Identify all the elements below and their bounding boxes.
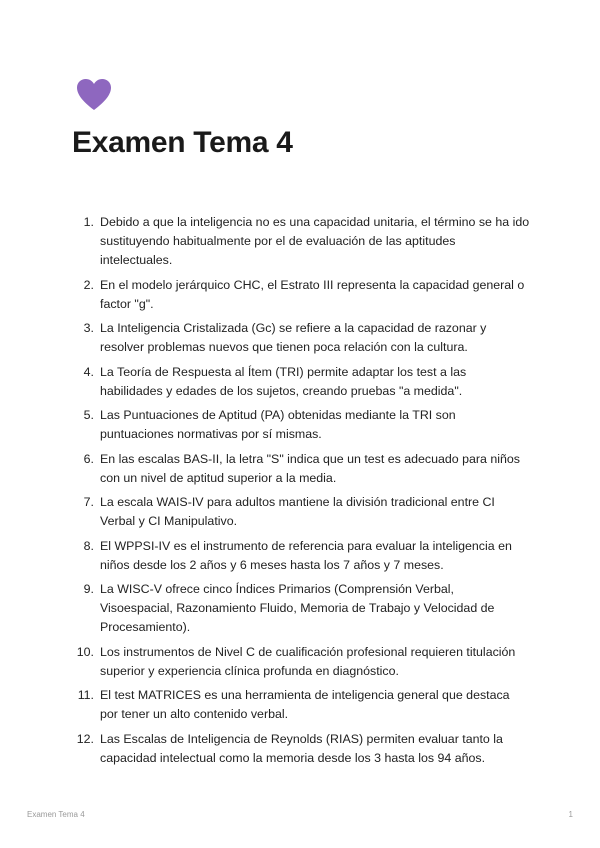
question-text: Debido a que la inteligencia no es una capacidad unitaria, el término se ha ido sustituyendo habitualmente por el de evaluación de las aptitudes intelectuales. [100, 215, 530, 267]
question-item [72, 730, 530, 768]
question-number: 11. [77, 688, 94, 702]
question-item [72, 580, 530, 637]
question-text: En el modelo jerárquico CHC, el Estrato III representa la capacidad general o factor "g". [100, 277, 525, 311]
question-item [72, 643, 530, 681]
question-number: 1. [83, 215, 94, 229]
question-item [72, 406, 530, 444]
question-item [72, 276, 530, 314]
footer-document-title: Examen Tema 4 [27, 810, 85, 819]
question-number: 3. [83, 321, 94, 335]
question-text: En las escalas BAS-II, la letra "S" indica que un test es adecuado para niños con un nivel de aptitud superior a la media. [100, 451, 520, 485]
question-text: La WISC-V ofrece cinco Índices Primarios (Comprensión Verbal, Visoespacial, Razonamiento Fluido, Memoria de Trabajo y Velocidad de Procesamiento). [100, 582, 495, 634]
question-item [72, 686, 530, 724]
purple-heart-icon [76, 78, 112, 112]
question-number: 10. [76, 644, 94, 659]
question-text: La Teoría de Respuesta al Ítem (TRI) permite adaptar los test a las habilidades y edades de los sujetos, creando pruebas "a medida". [100, 364, 467, 398]
question-number: 5. [83, 408, 94, 422]
question-text: La escala WAIS-IV para adultos mantiene la división tradicional entre CI Verbal y CI Manipulativo. [100, 495, 495, 528]
question-item [72, 319, 530, 357]
question-number: 7. [83, 495, 94, 509]
page-title: Examen Tema 4 [72, 126, 293, 159]
question-list [72, 213, 530, 773]
question-text: La Inteligencia Cristalizada (Gc) se refiere a la capacidad de razonar y resolver problemas nuevos que tienen poca relación con la cultura. [100, 321, 487, 354]
question-number: 4. [83, 364, 94, 379]
question-text: Los instrumentos de Nivel C de cualificación profesional requieren titulación superior y experiencia clínica profunda en diagnóstico. [100, 644, 516, 678]
question-text: El WPPSI-IV es el instrumento de referencia para evaluar la inteligencia en niños desde los 2 años y 6 meses hasta los 7 años y 7 meses. [100, 538, 512, 572]
question-item [72, 213, 530, 270]
question-item [72, 493, 530, 531]
question-item [72, 450, 530, 488]
question-item [72, 537, 530, 575]
question-item [72, 363, 530, 401]
question-number: 12. [76, 731, 94, 746]
question-number: 8. [83, 538, 94, 553]
question-text: El test MATRICES es una herramienta de inteligencia general que destaca por tener un alto contenido verbal. [100, 688, 510, 721]
question-number: 6. [83, 451, 94, 466]
question-text: Las Escalas de Inteligencia de Reynolds (RIAS) permiten evaluar tanto la capacidad intelectual como la memoria desde los 3 hasta los 94 años. [100, 731, 503, 765]
question-number: 9. [83, 582, 94, 596]
footer-page-number: 1 [568, 810, 573, 819]
question-number: 2. [83, 277, 94, 292]
question-text: Las Puntuaciones de Aptitud (PA) obtenidas mediante la TRI son puntuaciones normativas por sí mismas. [100, 408, 456, 441]
